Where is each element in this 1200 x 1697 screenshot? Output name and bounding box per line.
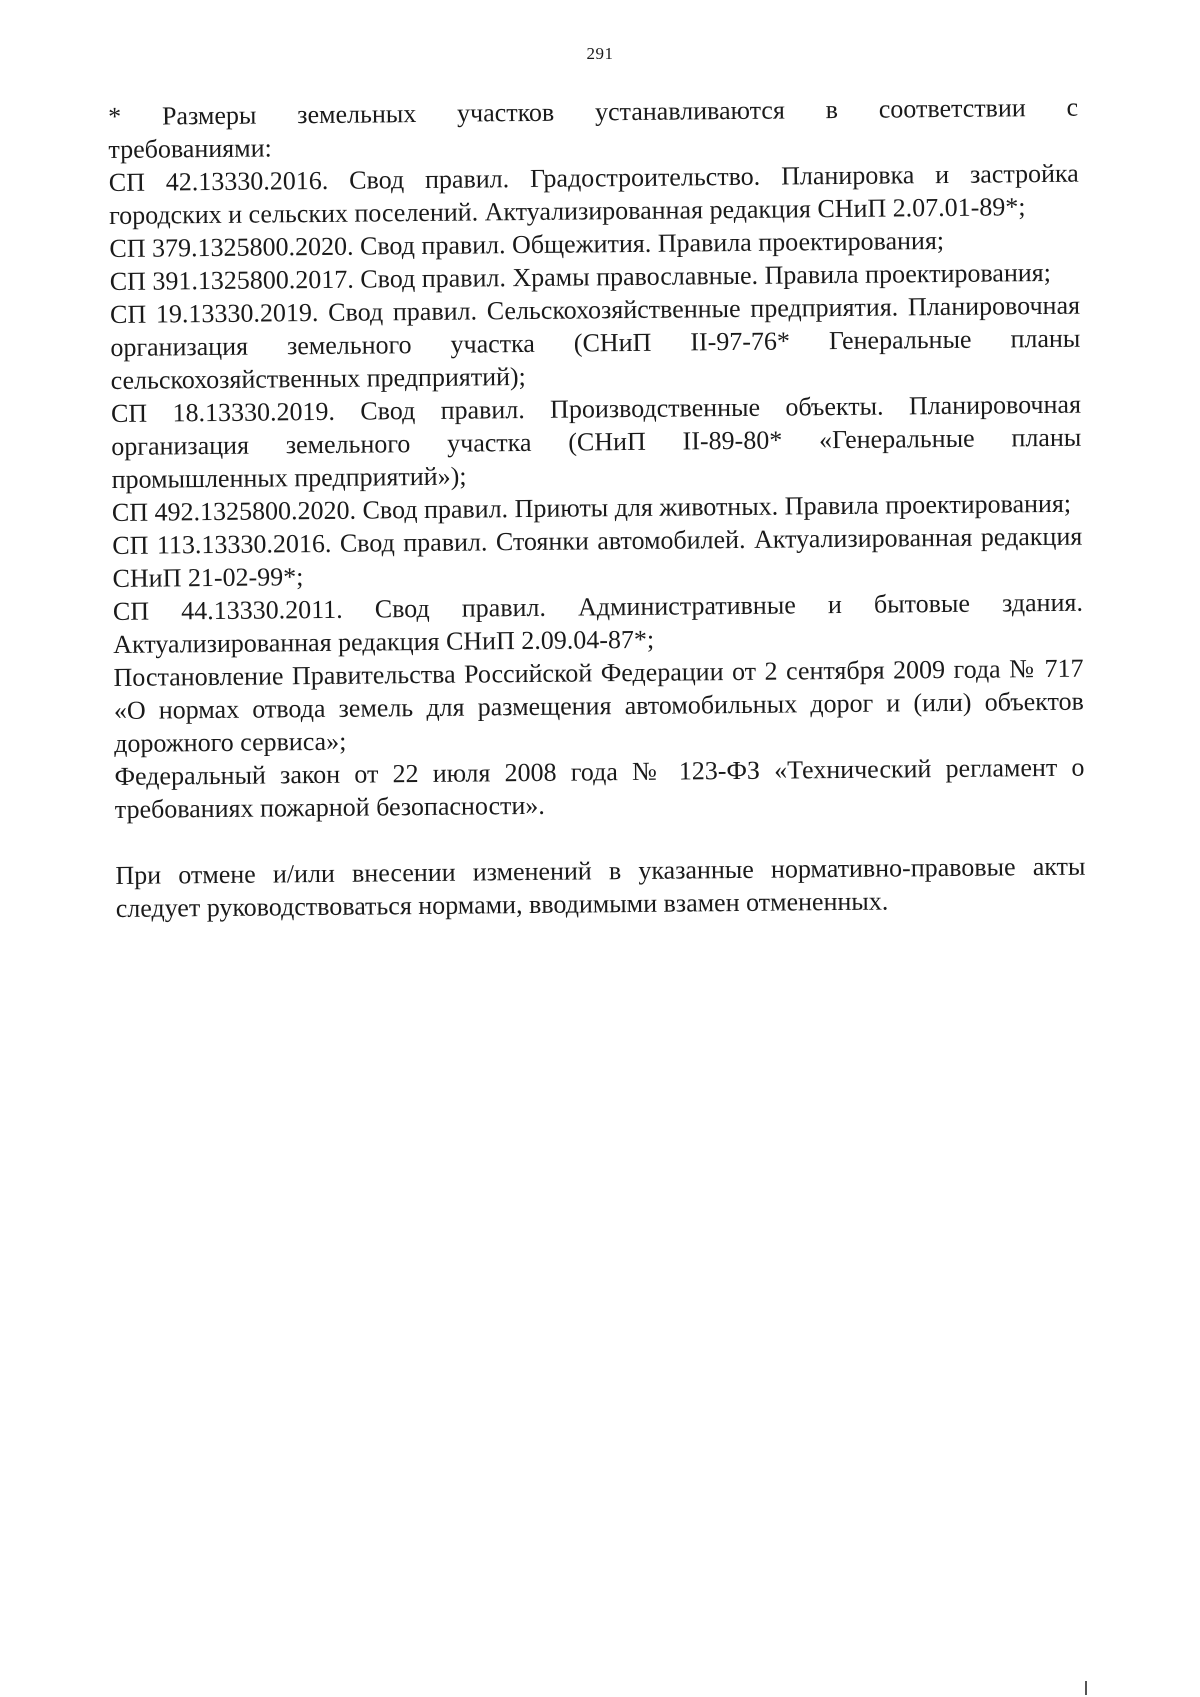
page-number: 291 <box>586 44 614 63</box>
scan-edge-mark <box>1085 1681 1087 1695</box>
norm-item: Федеральный закон от 22 июля 2008 года № 123-ФЗ «Технический регламент о требованиях пожарной безопасности». <box>114 752 1085 824</box>
document-body <box>108 91 1086 925</box>
norm-item: СП 19.13330.2019. Свод правил. Сельскохозяйственные предприятия. Планировочная организация земельного участка (СНиП II-97-76* Генеральные планы сельскохозяйственных предприятий); <box>109 290 1081 395</box>
norm-item: СП 379.1325800.2020. Свод правил. Общежития. Правила проектирования; <box>109 225 945 263</box>
norm-item: СП 18.13330.2019. Свод правил. Производственные объекты. Планировочная организация земельного участка (СНиП II-89-80* «Генеральные планы промышленных предприятий»); <box>110 389 1082 494</box>
norm-item: СП 113.13330.2016. Свод правил. Стоянки автомобилей. Актуализированная редакция СНиП 21-02-99*; <box>112 521 1083 593</box>
closing-paragraph: При отмене и/или внесении изменений в указанные нормативно-правовые акты следует руководствоваться нормами, вводимыми взамен отмененных. <box>115 851 1086 923</box>
intro-paragraph: * Размеры земельных участков устанавливаются в соответствии с <box>108 92 1079 131</box>
norm-item: Постановление Правительства Российской Федерации от 2 сентября 2009 года № 717 «О нормах отвода земель для размещения автомобильных дорог и (или) объектов дорожного сервиса»; <box>113 653 1084 758</box>
intro-continuation: требованиями: <box>108 133 272 164</box>
norm-item: СП 44.13330.2011. Свод правил. Административные и бытовые здания. Актуализированная редакция СНиП 2.09.04-87*; <box>112 587 1084 659</box>
norm-item: СП 492.1325800.2020. Свод правил. Приюты для животных. Правила проектирования; <box>111 488 1072 527</box>
norm-item: СП 42.13330.2016. Свод правил. Градостроительство. Планировка и застройка городских и сельских поселений. Актуализированная редакция СНиП 2.07.01-89*; <box>108 158 1079 230</box>
norm-item: СП 391.1325800.2017. Свод правил. Храмы православные. Правила проектирования; <box>109 257 1052 296</box>
